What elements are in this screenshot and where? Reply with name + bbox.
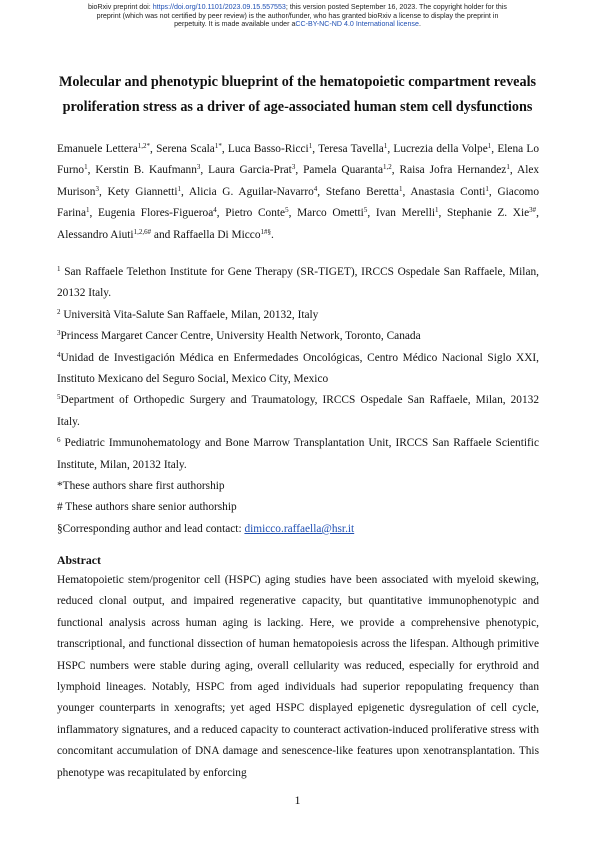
author-name: Raffaella Di Micco: [173, 228, 261, 241]
author-separator: ,: [180, 185, 189, 198]
author-separator: ,: [438, 207, 447, 220]
author-affiliation-marker: 5: [285, 206, 289, 215]
author-name: Eugenia Flores-Figueroa: [97, 207, 214, 220]
title-line-2: proliferation stress as a driver of age-associated human stem cell dysfunctions: [62, 99, 533, 115]
author-name: Alex Murison: [57, 164, 540, 198]
author-separator: ,: [312, 143, 319, 155]
author-separator: ,: [87, 164, 96, 177]
author-separator: ,: [150, 143, 157, 155]
author-affiliation-marker: 3#: [529, 206, 537, 215]
paper-title: [40, 70, 555, 120]
author-affiliation-marker: 1*: [214, 142, 222, 150]
author-separator: ,: [221, 143, 228, 155]
author-affiliation-marker: 1: [383, 142, 388, 150]
author-name: Stephanie Z. Xie: [447, 207, 530, 220]
author-name: Laura Garcia-Prat: [208, 164, 292, 177]
author-separator: ,: [536, 207, 540, 220]
author-name: Luca Basso-Ricci: [227, 143, 309, 155]
author-name: Elena Lo Furno: [57, 143, 540, 177]
author-affiliation-marker: 1: [487, 142, 492, 150]
affiliation-number: 6: [57, 436, 61, 445]
author-separator: ,: [98, 185, 108, 198]
affiliation-item: [57, 390, 539, 433]
affiliation-number: 4: [57, 350, 61, 359]
affiliation-item: [57, 433, 539, 476]
author-name: Lucrezia della Volpe: [393, 143, 488, 155]
affiliation-list: [57, 262, 539, 476]
author-name: Emanuele Lettera: [57, 143, 138, 155]
author-name: Ivan Merelli: [375, 207, 436, 220]
author-name: Alessandro Aiuti: [57, 228, 134, 241]
affiliation-item: [57, 262, 539, 305]
author-name: Kerstin B. Kaufmann: [95, 164, 197, 177]
affiliation-text: Pediatric Immunohematology and Bone Marrow Transplantation Unit, IRCCS San Raffaele Scientific Institute, Milan, 20132 Italy.: [57, 437, 539, 471]
author-separator: ,: [387, 143, 394, 155]
author-separator: ,: [216, 207, 226, 220]
author-affiliation-marker: 1: [398, 184, 403, 193]
author-affiliation-marker: 3: [291, 163, 296, 172]
author-affiliation-marker: 1,2,6#: [133, 227, 152, 236]
author-name: Alicia G. Aguilar-Navarro: [188, 185, 314, 198]
notice-line-1: bioRxiv preprint doi: https://doi.org/10.1101/2023.09.15.557553; this version posted September 16, 2023. The copyright holder for this: [88, 3, 507, 11]
title-line-1: Molecular and phenotypic blueprint of the hematopoietic compartment reveals: [58, 74, 537, 90]
affiliation-item: [57, 348, 539, 391]
author-name: Pamela Quaranta: [303, 164, 383, 177]
author-separator: .: [271, 228, 274, 241]
author-name: Serena Scala: [156, 143, 215, 155]
author-affiliation-marker: 1,2*: [137, 142, 150, 150]
author-separator: ,: [89, 207, 98, 220]
author-name: Pietro Conte: [225, 207, 286, 220]
author-affiliation-marker: 5: [363, 206, 368, 215]
affiliation-text: San Raffaele Telethon Institute for Gene Therapy (SR-TIGET), IRCCS Ospedale San Raffaele, Milan, 20132 Italy.: [57, 266, 539, 300]
affiliation-number: 1: [57, 265, 61, 273]
author-separator: ,: [295, 164, 304, 177]
author-name: Kety Giannetti: [107, 185, 178, 198]
author-affiliation-marker: 1,2: [382, 163, 392, 172]
affiliation-number: 5: [57, 393, 61, 402]
author-list: [57, 139, 539, 246]
first-authorship-note: *These authors share first authorship: [57, 480, 225, 493]
author-separator: ,: [488, 185, 498, 198]
affiliation-text: Department of Orthopedic Surgery and Traumatology, IRCCS Ospedale San Raffaele, Milan, 20132 Italy.: [57, 394, 539, 428]
notice-line-2: preprint (which was not certified by peer review) is the author/funder, who has granted bioRxiv a license to display the preprint in: [96, 11, 499, 20]
author-separator: ,: [491, 143, 498, 155]
author-separator: ,: [391, 164, 400, 177]
abstract-heading: Abstract: [57, 553, 101, 567]
doi-link[interactable]: https://doi.org/10.1101/2023.09.15.557553: [152, 3, 286, 11]
author-affiliation-marker: 1: [435, 206, 439, 215]
affiliations: [57, 262, 539, 540]
author-affiliation-marker: 4: [213, 206, 217, 215]
notice-line-3: perpetuity. It is made available under aCC-BY-NC-ND 4.0 International license.: [174, 20, 421, 29]
author-affiliation-marker: 1: [84, 163, 88, 172]
author-separator: and: [151, 228, 174, 241]
author-affiliation-marker: 1: [485, 184, 489, 193]
license-link[interactable]: CC-BY-NC-ND 4.0 International license: [295, 20, 419, 29]
affiliation-number: 2: [57, 307, 61, 316]
corresponding-author-note: §Corresponding author and lead contact: dimicco.raffaella@hsr.it: [57, 522, 355, 535]
senior-authorship-note: # These authors share senior authorship: [57, 501, 237, 514]
author-name: Anastasia Conti: [410, 185, 486, 198]
author-affiliation-marker: 1: [177, 184, 181, 193]
author-name: Teresa Tavella: [318, 143, 384, 155]
affiliation-text: Università Vita-Salute San Raffaele, Milan, 20132, Italy: [60, 308, 319, 321]
author-separator: ,: [317, 185, 326, 198]
author-separator: ,: [367, 207, 376, 220]
author-name: Raisa Jofra Hernandez: [399, 164, 507, 177]
author-affiliation-marker: 1: [506, 163, 510, 172]
abstract-text: Hematopoietic stem/progenitor cell (HSPC) aging studies have been associated with myeloid skewing, reduced clonal output, and impaired regenerative capacity, but quantitative immunophenotypic and functional analysis across human aging is lacking. Here, we provide a comprehensive phenotypic, transcriptional, and functional dissection of human hematopoiesis across the lifespan. Although primitive HSPC numbers were stable during aging, overall cellularity was reduced, especially for erythroid and lymphoid lineages. Notably, HSPC from aged individuals had superior repopulating frequency than younger counterparts in xenografts; yet aged HSPC displayed epigenetic dysregulation of cell cycle, inflammatory signatures, and a reduced capacity to counteract activation-induced proliferative stress with concomitant accumulation of DNA damage and senescence-like features upon xenotransplantation. This phenotype was recapitulated by enforcing: [57, 574, 539, 779]
author-affiliation-marker: 1#§: [260, 227, 271, 236]
page-number: 1: [294, 793, 301, 807]
author-separator: ,: [509, 164, 517, 177]
affiliation-number: 3: [57, 329, 61, 338]
preprint-notice: [60, 3, 535, 29]
author-name: Marco Ometti: [297, 207, 364, 220]
author-affiliation-marker: 1: [308, 142, 313, 150]
author-separator: ,: [288, 207, 298, 220]
author-affiliation-marker: 3: [196, 163, 201, 172]
author-separator: ,: [200, 164, 209, 177]
author-affiliation-marker: 3: [95, 184, 99, 193]
affiliation-item: [57, 305, 539, 326]
affiliation-item: [57, 326, 539, 347]
author-separator: ,: [402, 185, 411, 198]
author-name: Stefano Beretta: [325, 185, 399, 198]
email-link[interactable]: dimicco.raffaella@hsr.it: [244, 522, 355, 535]
author-name: Giacomo Farina: [57, 185, 540, 220]
affiliation-text: Princess Margaret Cancer Centre, University Health Network, Toronto, Canada: [60, 330, 421, 343]
author-affiliation-marker: 4: [313, 184, 318, 193]
author-affiliation-marker: 1: [85, 206, 90, 215]
affiliation-text: Unidad de Investigación Médica en Enfermedades Oncológicas, Centro Médico Nacional Siglo XXI, Instituto Mexicano del Seguro Social, Mexico City, Mexico: [57, 351, 539, 386]
